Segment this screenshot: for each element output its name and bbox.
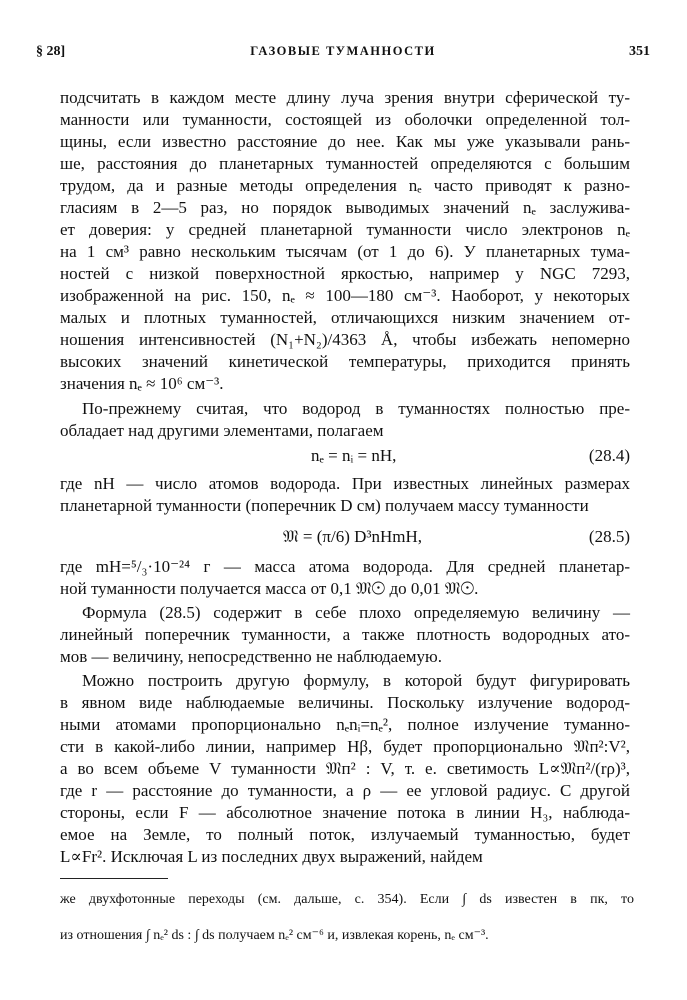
- footnote-line: же двухфотонные переходы (см. дальше, с. 354). Если ∫ ds известен в пк, то: [60, 892, 634, 907]
- text-line: трудом, да и разные методы определения nₑ часто приводят к разно-: [60, 176, 630, 195]
- text-line: на 1 см³ равно нескольким тысячам (от 1 до 6). У планетарных тума-: [60, 242, 630, 261]
- text-line: изображенной на рис. 150, nₑ ≈ 100—180 см⁻³. Наоборот, у некоторых: [60, 286, 630, 305]
- text-line: значения nₑ ≈ 10⁶ см⁻³.: [60, 374, 224, 393]
- text-line: мов — величину, непосредственно не наблюдаемую.: [60, 647, 442, 666]
- equation-number: (28.5): [588, 527, 630, 546]
- text-line: ношения интенсивностей (N₁+N₂)/4363 Å, чтобы избежать непомерно: [60, 330, 630, 349]
- text-line: ет доверия: у средней планетарной туманности число электронов nₑ: [60, 220, 630, 239]
- equation-28-4: nₑ = nᵢ = nH,: [311, 446, 397, 465]
- page-number: 351: [629, 44, 650, 59]
- text-line: Формула (28.5) содержит в себе плохо определяемую величину —: [82, 603, 630, 622]
- text-line: ными атомами пропорционально nₑnᵢ=nₑ², полное излучение туманно-: [60, 715, 630, 734]
- equation-28-5: 𝔐 = (π/6) D³nHmH,: [283, 527, 423, 546]
- text-line: Можно построить другую формулу, в которой будут фигурировать: [82, 671, 630, 690]
- text-line: подсчитать в каждом месте длину луча зрения внутри сферической ту-: [60, 88, 630, 107]
- text-line: емое на Земле, то полный поток, излучаемый туманностью, будет: [60, 825, 630, 844]
- text-line: в явном виде наблюдаемые величины. Поскольку излучение водород-: [60, 693, 630, 712]
- running-title: ГАЗОВЫЕ ТУМАННОСТИ: [250, 44, 436, 58]
- text-line: сти в какой-либо линии, например Hβ, будет пропорционально 𝔐п²:V²,: [60, 737, 630, 756]
- text-line: щины, если известно расстояние до нее. Как мы уже указывали рань-: [60, 132, 630, 151]
- text-line: ше, расстояния до планетарных туманностей определяются с большим: [60, 154, 630, 173]
- text-line: планетарной туманности (поперечник D см) получаем массу туманности: [60, 496, 589, 515]
- text-line: По-прежнему считая, что водород в туманностях полностью пре-: [82, 399, 630, 418]
- text-line: высоких значений кинетической температуры, приходится принять: [60, 352, 630, 371]
- text-line: где mH=⁵/₃·10⁻²⁴ г — масса атома водорода. Для средней планетар-: [60, 557, 630, 576]
- text-line: манности или туманности, состоящей из оболочки определенной тол-: [60, 110, 630, 129]
- text-line: ной туманности получается масса от 0,1 𝔐☉ до 0,01 𝔐☉.: [60, 579, 479, 598]
- equation-number: (28.4): [588, 446, 630, 465]
- text-line: гласиям в 2—5 раз, но порядок выводимых значений nₑ заслужива-: [60, 198, 630, 217]
- text-line: стороны, если F — абсолютное значение потока в линии H₃, наблюда-: [60, 803, 630, 822]
- footnote-line: из отношения ∫ nₑ² ds : ∫ ds получаем nₑ² см⁻⁶ и, извлекая корень, nₑ см⁻³.: [60, 928, 489, 943]
- text-line: где r — расстояние до туманности, а ρ — ее угловой радиус. С другой: [60, 781, 630, 800]
- footnote-rule: [60, 878, 168, 879]
- running-header: [36, 44, 650, 66]
- text-line: линейный поперечник туманности, а также плотность водородных ато-: [60, 625, 630, 644]
- text-line: а во всем объеме V туманности 𝔐п² : V, т. е. светимость L∝𝔐п²/(rρ)³,: [60, 759, 630, 778]
- section-marker: § 28]: [36, 44, 66, 59]
- text-line: обладает над другими элементами, полагаем: [60, 421, 384, 440]
- text-line: малых и плотных туманностей, отличающихся низким значением от-: [60, 308, 630, 327]
- text-line: где nH — число атомов водорода. При известных линейных размерах: [60, 474, 630, 493]
- text-line: L∝Fr². Исключая L из последних двух выражений, найдем: [60, 847, 483, 866]
- text-line: ностей с низкой поверхностной яркостью, например у NGC 7293,: [60, 264, 630, 283]
